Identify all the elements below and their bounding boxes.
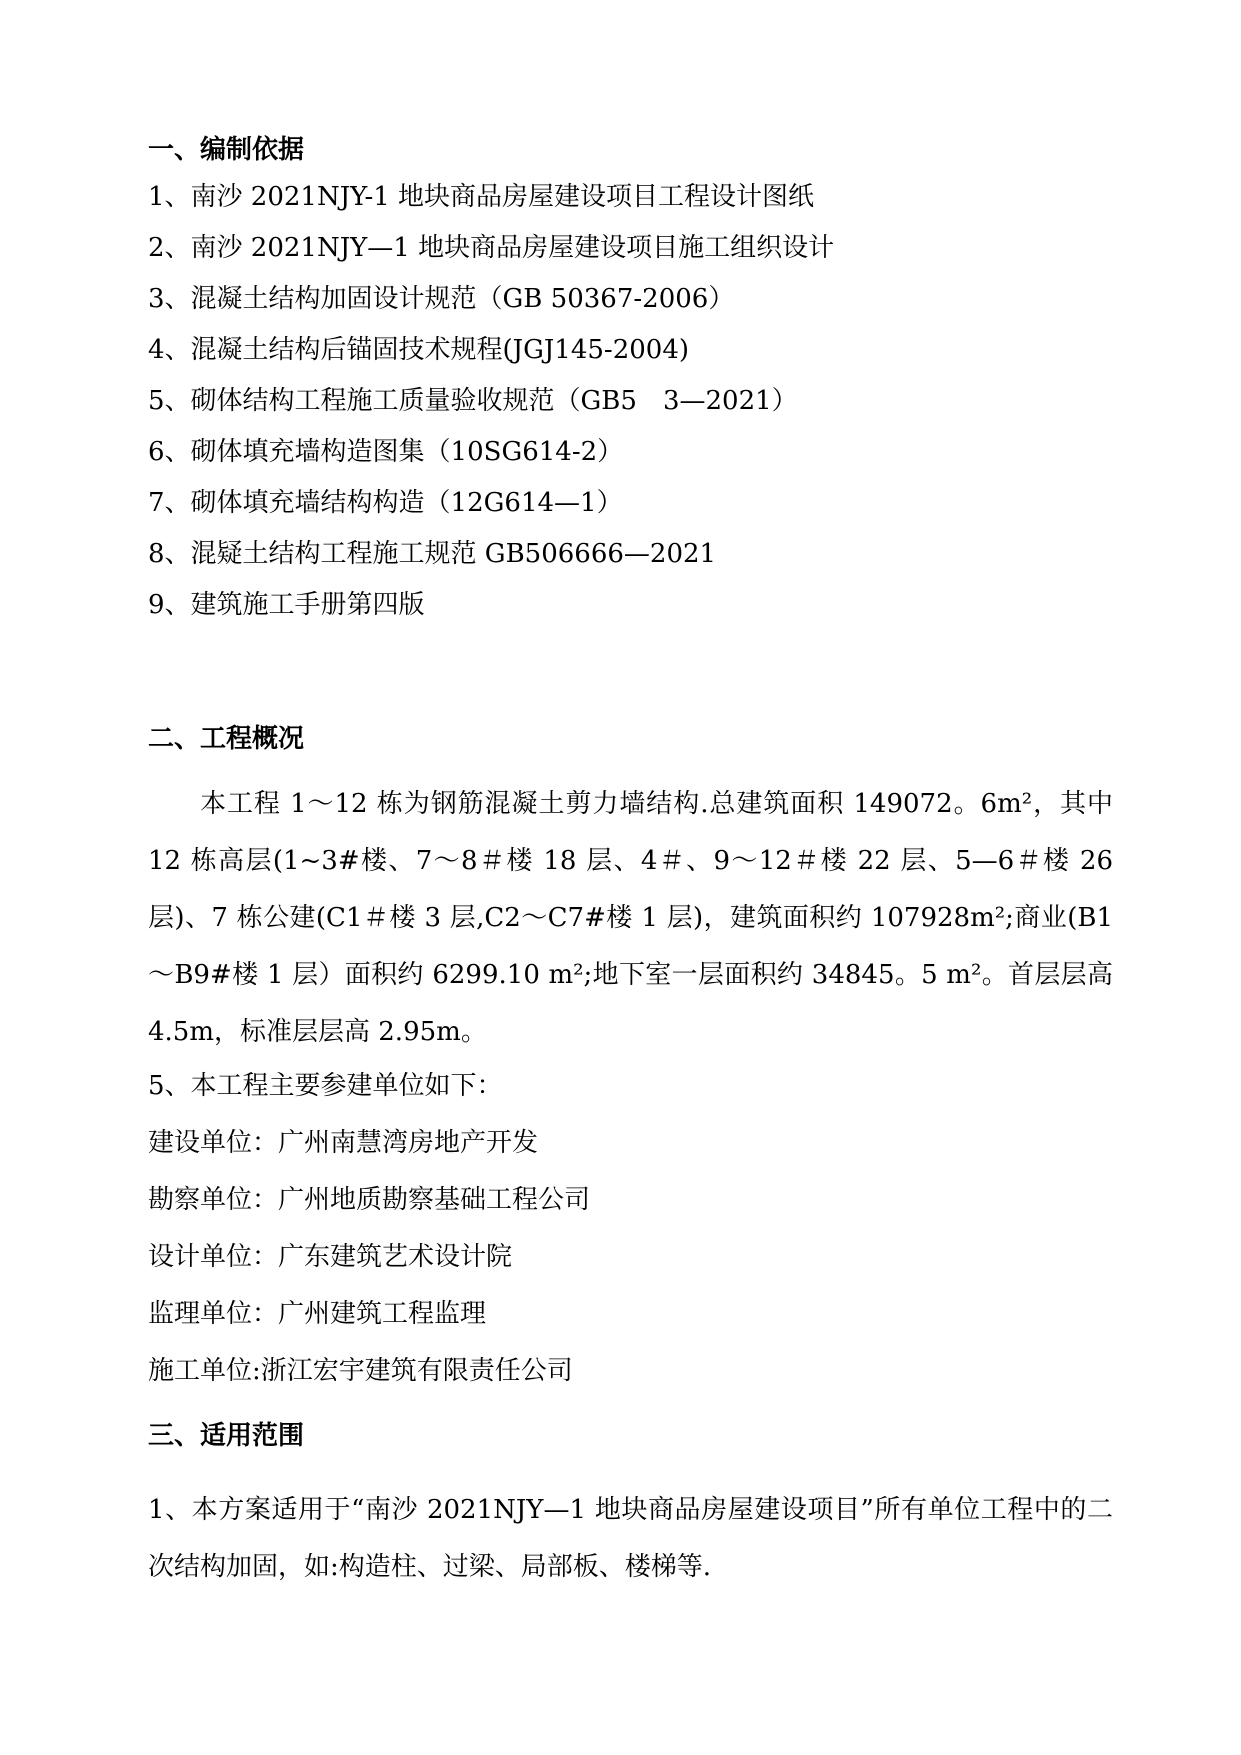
section-heading-basis: 一、编制依据 — [148, 135, 305, 165]
basis-item-8: 8、混疑土结构工程施工规范 GB506666—2021 — [148, 539, 717, 569]
unit-supervision: 监理单位：广州建筑工程监理 — [148, 1299, 487, 1329]
unit-design: 设计单位：广东建筑艺术设计院 — [148, 1242, 513, 1272]
basis-item-2: 2、南沙 2021NJY—1 地块商品房屋建设项目施工组织设计 — [148, 233, 835, 263]
section-heading-overview: 二、工程概况 — [148, 724, 305, 754]
units-intro: 5、本工程主要参建单位如下： — [148, 1071, 503, 1101]
unit-survey: 勘察单位：广州地质勘察基础工程公司 — [148, 1185, 591, 1215]
unit-construction: 建设单位：广州南慧湾房地产开发 — [148, 1128, 539, 1158]
unit-contractor: 施工单位:浙江宏宇建筑有限责任公司 — [148, 1356, 573, 1386]
basis-item-6: 6、砌体填充墙构造图集（10SG614-2） — [148, 437, 624, 467]
basis-item-9: 9、建筑施工手册第四版 — [148, 590, 425, 620]
scope-item-1: 1、本方案适用于“南沙 2021NJY—1 地块商品房屋建设项目”所有单位工程中的二次结构加固，如:构造柱、过梁、局部板、楼梯等. — [148, 1495, 1113, 1582]
basis-item-1: 1、南沙 2021NJY-1 地块商品房屋建设项目工程设计图纸 — [148, 182, 815, 212]
basis-item-5: 5、砌体结构工程施工质量验收规范（GB5 3—2021） — [148, 386, 798, 416]
basis-item-3: 3、混凝土结构加固设计规范（GB 50367-2006） — [148, 284, 735, 314]
basis-item-4: 4、混凝土结构后锚固技术规程(JGJ145-2004) — [148, 335, 690, 365]
overview-paragraph: 本工程 1～12 栋为钢筋混凝土剪力墙结构.总建筑面积 149072。6m²，其中 12 栋高层(1~3#楼、7～8＃楼 18 层、4＃、9～12＃楼 22 层、5—6＃楼 26 层)、7 栋公建(C1＃楼 3 层,C2～C7#楼 1 层)，建筑面积约 107928m²;商业(B1～B9#楼 1 层）面积约 6299.10 m²;地下室一层面积约 34845。5 m²。首层层高 4.5m，标准层层高 2.95m。 — [148, 789, 1113, 1047]
section-heading-scope: 三、适用范围 — [148, 1421, 305, 1451]
basis-item-7: 7、砌体填充墙结构构造（12G614—1） — [148, 488, 623, 518]
